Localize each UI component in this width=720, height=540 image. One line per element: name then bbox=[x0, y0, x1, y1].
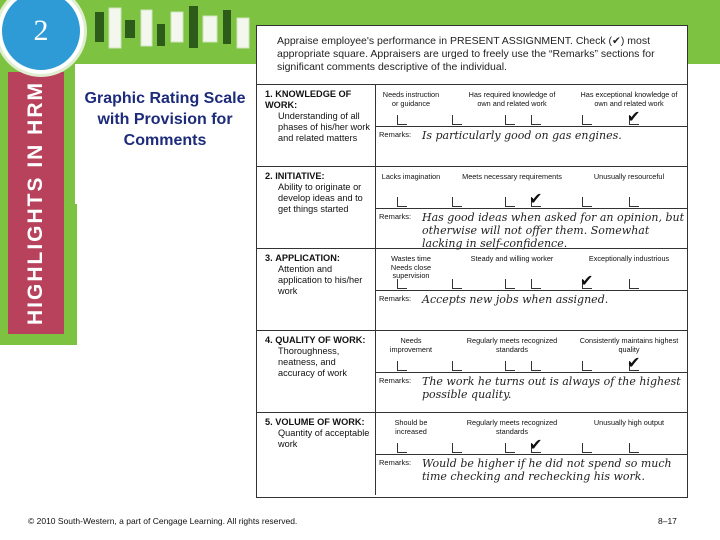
criterion-title: INITIATIVE: bbox=[275, 171, 325, 181]
rating-section bbox=[257, 84, 687, 167]
scale-anchor: Needs instruction or guidance bbox=[382, 90, 440, 108]
rating-checkbox[interactable] bbox=[505, 197, 515, 207]
rating-checkbox[interactable] bbox=[531, 115, 541, 125]
rating-section bbox=[257, 412, 687, 495]
copyright: © 2010 South-Western, a part of Cengage Learning. All rights reserved. bbox=[28, 516, 298, 526]
rating-section bbox=[257, 248, 687, 331]
rating-checkbox[interactable] bbox=[505, 279, 515, 289]
rating-checkbox[interactable] bbox=[452, 115, 462, 125]
scale-anchor: Regularly meets recognized standards bbox=[466, 336, 558, 354]
decorative-pattern bbox=[95, 6, 255, 56]
scale-anchor: Unusually resourceful bbox=[593, 172, 665, 181]
scale-anchor: Exceptionally industrious bbox=[588, 254, 670, 263]
rating-checkbox[interactable] bbox=[452, 361, 462, 371]
criterion-title: APPLICATION: bbox=[275, 253, 340, 263]
remarks-label: Remarks: bbox=[379, 212, 412, 221]
rating-section bbox=[257, 330, 687, 413]
scale-anchor: Consistently maintains highest quality bbox=[579, 336, 679, 354]
criterion-description: Thoroughness, neatness, and accuracy of work bbox=[278, 346, 347, 378]
criterion-number: 1. bbox=[265, 89, 273, 99]
chapter-number: 2 bbox=[33, 14, 49, 47]
criterion-title: VOLUME OF WORK: bbox=[275, 417, 365, 427]
rating-checkbox[interactable] bbox=[582, 443, 592, 453]
criterion bbox=[265, 253, 373, 297]
criterion-description: Attention and application to his/her work bbox=[278, 264, 363, 296]
rating-checkbox[interactable] bbox=[505, 115, 515, 125]
scale-anchor: Regularly meets recognized standards bbox=[466, 418, 558, 436]
check-mark-icon: ✔ bbox=[627, 353, 641, 372]
criterion bbox=[265, 89, 373, 144]
criterion bbox=[265, 335, 373, 379]
rating-form bbox=[256, 25, 688, 498]
criterion-title: QUALITY OF WORK: bbox=[275, 335, 366, 345]
rating-checkbox[interactable] bbox=[505, 443, 515, 453]
remarks-label: Remarks: bbox=[379, 294, 412, 303]
rating-checkbox[interactable] bbox=[629, 197, 639, 207]
scale-anchor: Unusually high output bbox=[593, 418, 665, 427]
rating-section bbox=[257, 166, 687, 249]
remarks-divider bbox=[375, 372, 687, 373]
rating-checkbox[interactable] bbox=[629, 443, 639, 453]
remark-text: The work he turns out is always of the highest possible quality. bbox=[422, 375, 681, 401]
criterion bbox=[265, 171, 373, 215]
form-instructions: Appraise employee's performance in PRESENT ASSIGNMENT. Check (✔) most appropriate square. Appraisers are urged to freely use the “Remarks” sections for significant comments descriptive of the individual. bbox=[277, 35, 655, 73]
remark-text: Has good ideas when asked for an opinion, but otherwise will not offer them. Somewhat lacking in self-confidence. bbox=[422, 211, 685, 250]
criterion-number: 4. bbox=[265, 335, 273, 345]
rating-checkbox[interactable] bbox=[452, 279, 462, 289]
remarks-label: Remarks: bbox=[379, 376, 412, 385]
criterion-description: Understanding of all phases of his/her work and related matters bbox=[278, 111, 370, 143]
rating-checkbox[interactable] bbox=[629, 279, 639, 289]
check-mark-icon: ✔ bbox=[529, 435, 543, 454]
scale-anchor: Steady and willing worker bbox=[470, 254, 554, 263]
scale-anchor: Has exceptional knowledge of own and related work bbox=[580, 90, 678, 108]
check-mark-icon: ✔ bbox=[627, 107, 641, 126]
remark-text: Accepts new jobs when assigned. bbox=[422, 293, 609, 306]
scale-anchor: Should be increased bbox=[394, 418, 428, 436]
remarks-label: Remarks: bbox=[379, 130, 412, 139]
rating-checkbox[interactable] bbox=[452, 197, 462, 207]
remarks-divider bbox=[375, 208, 687, 209]
rating-checkbox[interactable] bbox=[582, 115, 592, 125]
check-mark-icon: ✔ bbox=[529, 189, 543, 208]
scale-anchor: Lacks imagination bbox=[381, 172, 441, 181]
rating-checkbox[interactable] bbox=[397, 443, 407, 453]
rating-checkbox[interactable] bbox=[397, 115, 407, 125]
rating-checkbox[interactable] bbox=[397, 361, 407, 371]
remarks-divider bbox=[375, 290, 687, 291]
criterion-number: 2. bbox=[265, 171, 273, 181]
rating-checkbox[interactable] bbox=[531, 361, 541, 371]
rating-checkbox[interactable] bbox=[582, 361, 592, 371]
remark-text: Is particularly good on gas engines. bbox=[422, 129, 622, 142]
rating-checkbox[interactable] bbox=[397, 279, 407, 289]
check-mark-icon: ✔ bbox=[580, 271, 594, 290]
criterion-number: 5. bbox=[265, 417, 273, 427]
criterion-description: Ability to originate or develop ideas and to get things started bbox=[278, 182, 363, 214]
scale-anchor: Has required knowledge of own and related work bbox=[468, 90, 556, 108]
criterion-description: Quantity of acceptable work bbox=[278, 428, 370, 449]
criterion-title: KNOWLEDGE OF WORK: bbox=[265, 89, 352, 110]
rating-checkbox[interactable] bbox=[397, 197, 407, 207]
rating-checkbox[interactable] bbox=[531, 279, 541, 289]
slide-title: Graphic Rating Scale with Provision for Comments bbox=[84, 90, 246, 149]
scale-anchor: Meets necessary requirements bbox=[462, 172, 562, 181]
remark-text: Would be higher if he did not spend so much time checking and rechecking his work. bbox=[422, 457, 672, 483]
scale-anchor: Wastes time Needs close supervision bbox=[390, 254, 432, 281]
scale-anchor: Needs improvement bbox=[389, 336, 433, 354]
rating-checkbox[interactable] bbox=[582, 197, 592, 207]
slide-number: 8–17 bbox=[658, 516, 677, 526]
remarks-label: Remarks: bbox=[379, 458, 412, 467]
rating-checkbox[interactable] bbox=[452, 443, 462, 453]
criterion bbox=[265, 417, 373, 450]
criterion-number: 3. bbox=[265, 253, 273, 263]
remarks-divider bbox=[375, 126, 687, 127]
vertical-title: HIGHLIGHTS IN HRM bbox=[24, 81, 47, 325]
rating-checkbox[interactable] bbox=[505, 361, 515, 371]
remarks-divider bbox=[375, 454, 687, 455]
